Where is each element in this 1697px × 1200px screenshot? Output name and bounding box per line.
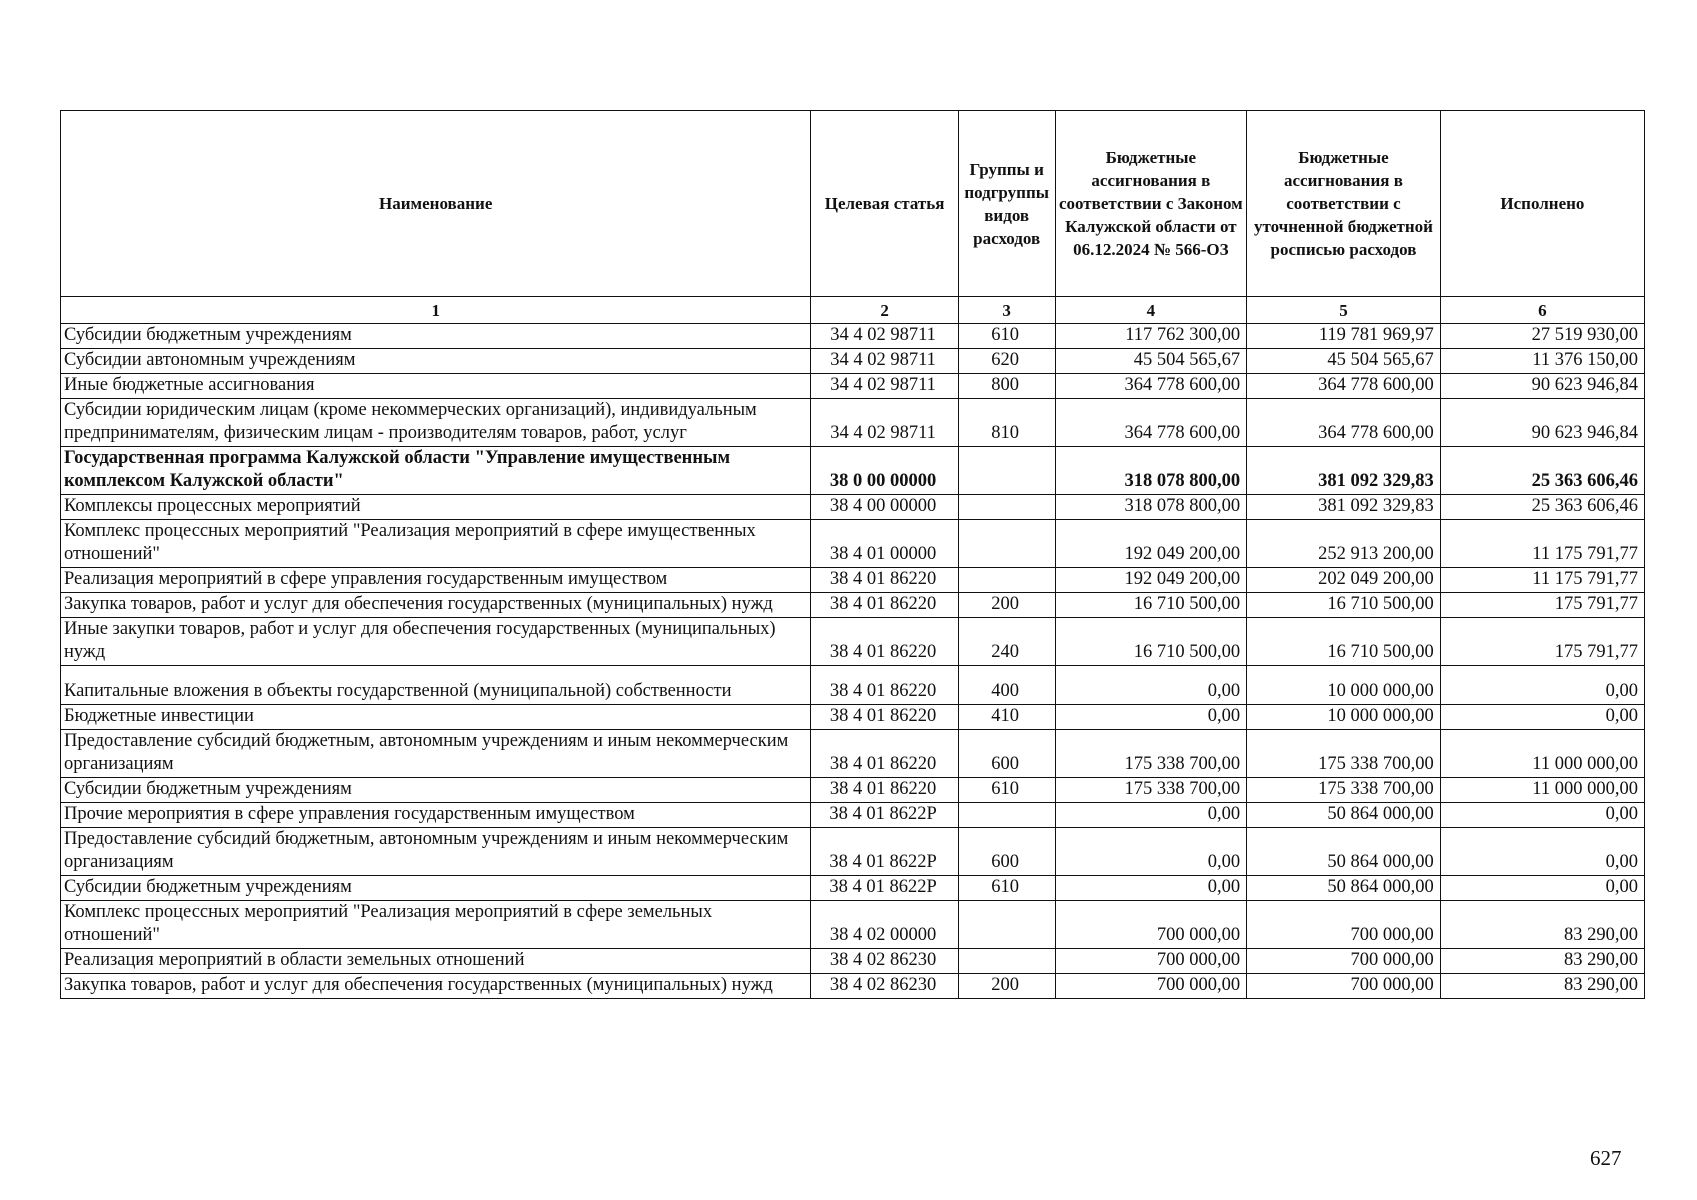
cell-target-article: 38 4 01 86220 bbox=[811, 705, 958, 730]
cell-target-article: 38 4 02 00000 bbox=[811, 901, 958, 949]
cell-target-article: 38 4 01 86220 bbox=[811, 593, 958, 618]
cell-target-article: 38 4 00 00000 bbox=[811, 495, 958, 520]
table-row bbox=[61, 593, 1645, 618]
cell-refined-amount: 50 864 000,00 bbox=[1247, 876, 1441, 901]
column-number-row bbox=[61, 297, 1645, 324]
cell-refined-amount: 50 864 000,00 bbox=[1247, 828, 1441, 876]
cell-law-amount: 0,00 bbox=[1055, 666, 1247, 705]
cell-executed-amount: 11 175 791,77 bbox=[1440, 520, 1644, 568]
cell-name: Субсидии бюджетным учреждениям bbox=[61, 324, 811, 349]
cell-expense-group: 600 bbox=[958, 828, 1055, 876]
table-row bbox=[61, 618, 1645, 666]
cell-name: Комплекс процессных мероприятий "Реализация мероприятий в сфере земельных отношений" bbox=[61, 901, 811, 949]
cell-executed-amount: 175 791,77 bbox=[1440, 618, 1644, 666]
page-number: 627 bbox=[1590, 1146, 1622, 1170]
cell-expense-group: 200 bbox=[958, 593, 1055, 618]
cell-law-amount: 700 000,00 bbox=[1055, 901, 1247, 949]
cell-name: Государственная программа Калужской области "Управление имущественным комплексом Калужской области" bbox=[61, 447, 811, 495]
cell-name: Субсидии бюджетным учреждениям bbox=[61, 778, 811, 803]
cell-refined-amount: 252 913 200,00 bbox=[1247, 520, 1441, 568]
table-body bbox=[61, 324, 1645, 999]
cell-law-amount: 192 049 200,00 bbox=[1055, 520, 1247, 568]
cell-expense-group bbox=[958, 447, 1055, 495]
cell-name: Иные бюджетные ассигнования bbox=[61, 374, 811, 399]
cell-expense-group: 610 bbox=[958, 324, 1055, 349]
table-row bbox=[61, 901, 1645, 949]
table-row bbox=[61, 778, 1645, 803]
cell-target-article: 38 0 00 00000 bbox=[811, 447, 958, 495]
cell-expense-group bbox=[958, 803, 1055, 828]
header-row bbox=[61, 111, 1645, 297]
table-row bbox=[61, 495, 1645, 520]
cell-target-article: 38 4 01 86220 bbox=[811, 618, 958, 666]
cell-refined-amount: 381 092 329,83 bbox=[1247, 495, 1441, 520]
cell-refined-amount: 700 000,00 bbox=[1247, 901, 1441, 949]
cell-law-amount: 318 078 800,00 bbox=[1055, 447, 1247, 495]
cell-target-article: 38 4 01 86220 bbox=[811, 666, 958, 705]
cell-refined-amount: 10 000 000,00 bbox=[1247, 705, 1441, 730]
cell-refined-amount: 175 338 700,00 bbox=[1247, 730, 1441, 778]
cell-expense-group bbox=[958, 495, 1055, 520]
table-row bbox=[61, 399, 1645, 447]
cell-executed-amount: 83 290,00 bbox=[1440, 901, 1644, 949]
cell-name: Закупка товаров, работ и услуг для обеспечения государственных (муниципальных) нужд bbox=[61, 974, 811, 999]
cell-law-amount: 0,00 bbox=[1055, 803, 1247, 828]
cell-refined-amount: 16 710 500,00 bbox=[1247, 593, 1441, 618]
cell-law-amount: 192 049 200,00 bbox=[1055, 568, 1247, 593]
cell-refined-amount: 364 778 600,00 bbox=[1247, 399, 1441, 447]
cell-law-amount: 16 710 500,00 bbox=[1055, 618, 1247, 666]
table-row bbox=[61, 349, 1645, 374]
cell-name: Капитальные вложения в объекты государственной (муниципальной) собственности bbox=[61, 666, 811, 705]
cell-refined-amount: 16 710 500,00 bbox=[1247, 618, 1441, 666]
cell-expense-group: 200 bbox=[958, 974, 1055, 999]
cell-law-amount: 175 338 700,00 bbox=[1055, 730, 1247, 778]
cell-refined-amount: 381 092 329,83 bbox=[1247, 447, 1441, 495]
cell-expense-group: 610 bbox=[958, 778, 1055, 803]
cell-name: Комплекс процессных мероприятий "Реализация мероприятий в сфере имущественных отношений" bbox=[61, 520, 811, 568]
cell-expense-group bbox=[958, 520, 1055, 568]
table-row bbox=[61, 520, 1645, 568]
table-row bbox=[61, 705, 1645, 730]
cell-executed-amount: 90 623 946,84 bbox=[1440, 399, 1644, 447]
cell-executed-amount: 11 000 000,00 bbox=[1440, 778, 1644, 803]
cell-law-amount: 364 778 600,00 bbox=[1055, 374, 1247, 399]
cell-executed-amount: 27 519 930,00 bbox=[1440, 324, 1644, 349]
cell-expense-group: 410 bbox=[958, 705, 1055, 730]
table-row bbox=[61, 730, 1645, 778]
table-row bbox=[61, 828, 1645, 876]
table-row bbox=[61, 974, 1645, 999]
cell-name: Субсидии бюджетным учреждениям bbox=[61, 876, 811, 901]
header-target-article: Целевая статья bbox=[811, 111, 958, 297]
cell-law-amount: 364 778 600,00 bbox=[1055, 399, 1247, 447]
cell-law-amount: 0,00 bbox=[1055, 876, 1247, 901]
cell-refined-amount: 202 049 200,00 bbox=[1247, 568, 1441, 593]
cell-executed-amount: 83 290,00 bbox=[1440, 949, 1644, 974]
cell-expense-group bbox=[958, 949, 1055, 974]
table-row bbox=[61, 447, 1645, 495]
cell-refined-amount: 175 338 700,00 bbox=[1247, 778, 1441, 803]
cell-executed-amount: 25 363 606,46 bbox=[1440, 447, 1644, 495]
cell-law-amount: 0,00 bbox=[1055, 705, 1247, 730]
cell-name: Реализация мероприятий в области земельных отношений bbox=[61, 949, 811, 974]
cell-expense-group: 240 bbox=[958, 618, 1055, 666]
header-executed: Исполнено bbox=[1440, 111, 1644, 297]
cell-name: Закупка товаров, работ и услуг для обеспечения государственных (муниципальных) нужд bbox=[61, 593, 811, 618]
cell-law-amount: 175 338 700,00 bbox=[1055, 778, 1247, 803]
cell-executed-amount: 90 623 946,84 bbox=[1440, 374, 1644, 399]
cell-expense-group: 810 bbox=[958, 399, 1055, 447]
table-row bbox=[61, 949, 1645, 974]
cell-law-amount: 700 000,00 bbox=[1055, 974, 1247, 999]
cell-refined-amount: 700 000,00 bbox=[1247, 949, 1441, 974]
budget-sheet bbox=[60, 110, 1645, 999]
cell-law-amount: 700 000,00 bbox=[1055, 949, 1247, 974]
cell-executed-amount: 0,00 bbox=[1440, 876, 1644, 901]
cell-executed-amount: 0,00 bbox=[1440, 666, 1644, 705]
cell-target-article: 38 4 01 8622Р bbox=[811, 828, 958, 876]
cell-name: Реализация мероприятий в сфере управления государственным имуществом bbox=[61, 568, 811, 593]
cell-name: Иные закупки товаров, работ и услуг для обеспечения государственных (муниципальных) нужд bbox=[61, 618, 811, 666]
cell-target-article: 38 4 01 86220 bbox=[811, 730, 958, 778]
cell-target-article: 34 4 02 98711 bbox=[811, 374, 958, 399]
cell-target-article: 38 4 01 8622Р bbox=[811, 803, 958, 828]
cell-executed-amount: 0,00 bbox=[1440, 705, 1644, 730]
cell-target-article: 38 4 01 00000 bbox=[811, 520, 958, 568]
cell-law-amount: 16 710 500,00 bbox=[1055, 593, 1247, 618]
cell-law-amount: 318 078 800,00 bbox=[1055, 495, 1247, 520]
cell-executed-amount: 11 000 000,00 bbox=[1440, 730, 1644, 778]
header-expense-groups: Группы и подгруппы видов расходов bbox=[958, 111, 1055, 297]
table-row bbox=[61, 374, 1645, 399]
cell-executed-amount: 11 175 791,77 bbox=[1440, 568, 1644, 593]
table-row bbox=[61, 568, 1645, 593]
cell-refined-amount: 50 864 000,00 bbox=[1247, 803, 1441, 828]
cell-expense-group: 600 bbox=[958, 730, 1055, 778]
table-row bbox=[61, 666, 1645, 705]
cell-name: Предоставление субсидий бюджетным, автономным учреждениям и иным некоммерческим организациям bbox=[61, 730, 811, 778]
cell-name: Бюджетные инвестиции bbox=[61, 705, 811, 730]
cell-name: Субсидии юридическим лицам (кроме некоммерческих организаций), индивидуальным предпринимателям, физическим лицам - производителям товаров, работ, услуг bbox=[61, 399, 811, 447]
cell-name: Комплексы процессных мероприятий bbox=[61, 495, 811, 520]
cell-expense-group bbox=[958, 901, 1055, 949]
cell-executed-amount: 25 363 606,46 bbox=[1440, 495, 1644, 520]
cell-target-article: 38 4 02 86230 bbox=[811, 974, 958, 999]
cell-target-article: 38 4 01 86220 bbox=[811, 778, 958, 803]
table-row bbox=[61, 324, 1645, 349]
header-name: Наименование bbox=[61, 111, 811, 297]
table-row bbox=[61, 876, 1645, 901]
table-row bbox=[61, 803, 1645, 828]
cell-expense-group bbox=[958, 568, 1055, 593]
cell-expense-group: 800 bbox=[958, 374, 1055, 399]
cell-target-article: 38 4 01 86220 bbox=[811, 568, 958, 593]
cell-expense-group: 610 bbox=[958, 876, 1055, 901]
column-number: 2 bbox=[811, 297, 958, 324]
cell-refined-amount: 119 781 969,97 bbox=[1247, 324, 1441, 349]
cell-target-article: 34 4 02 98711 bbox=[811, 349, 958, 374]
cell-name: Предоставление субсидий бюджетным, автономным учреждениям и иным некоммерческим организациям bbox=[61, 828, 811, 876]
cell-executed-amount: 11 376 150,00 bbox=[1440, 349, 1644, 374]
cell-executed-amount: 0,00 bbox=[1440, 828, 1644, 876]
column-number: 6 bbox=[1440, 297, 1644, 324]
header-refined-allocations: Бюджетные ассигнования в соответствии с уточненной бюджетной росписью расходов bbox=[1247, 111, 1441, 297]
cell-refined-amount: 45 504 565,67 bbox=[1247, 349, 1441, 374]
cell-refined-amount: 364 778 600,00 bbox=[1247, 374, 1441, 399]
cell-target-article: 38 4 02 86230 bbox=[811, 949, 958, 974]
cell-refined-amount: 10 000 000,00 bbox=[1247, 666, 1441, 705]
cell-name: Субсидии автономным учреждениям bbox=[61, 349, 811, 374]
cell-expense-group: 620 bbox=[958, 349, 1055, 374]
column-number: 1 bbox=[61, 297, 811, 324]
column-number: 3 bbox=[958, 297, 1055, 324]
column-number: 4 bbox=[1055, 297, 1247, 324]
cell-target-article: 34 4 02 98711 bbox=[811, 324, 958, 349]
budget-table bbox=[60, 110, 1645, 999]
cell-law-amount: 0,00 bbox=[1055, 828, 1247, 876]
cell-target-article: 38 4 01 8622Р bbox=[811, 876, 958, 901]
cell-executed-amount: 0,00 bbox=[1440, 803, 1644, 828]
cell-law-amount: 117 762 300,00 bbox=[1055, 324, 1247, 349]
cell-expense-group: 400 bbox=[958, 666, 1055, 705]
cell-executed-amount: 83 290,00 bbox=[1440, 974, 1644, 999]
cell-refined-amount: 700 000,00 bbox=[1247, 974, 1441, 999]
column-number: 5 bbox=[1247, 297, 1441, 324]
cell-name: Прочие мероприятия в сфере управления государственным имуществом bbox=[61, 803, 811, 828]
header-law-allocations: Бюджетные ассигнования в соответствии с Законом Калужской области от 06.12.2024 № 566-ОЗ bbox=[1055, 111, 1247, 297]
cell-executed-amount: 175 791,77 bbox=[1440, 593, 1644, 618]
cell-target-article: 34 4 02 98711 bbox=[811, 399, 958, 447]
cell-law-amount: 45 504 565,67 bbox=[1055, 349, 1247, 374]
